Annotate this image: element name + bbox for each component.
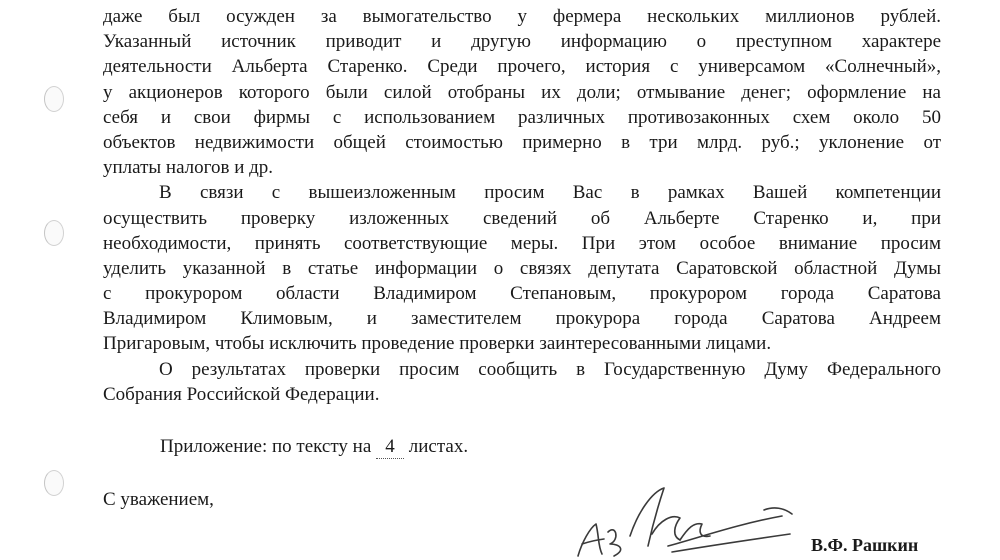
attachment-page-count: 4 [376,436,404,459]
text-line: даже был осужден за вымогательство у фермера нескольких миллионов рублей. [103,6,941,27]
text-line: осуществить проверку изложенных сведений об Альберте Старенко и, при [103,207,941,229]
text-line: О результатах проверки просим сообщить в Государственную Думу Федерального [159,358,941,380]
punch-hole [44,86,64,112]
text-line: Владимиром Климовым, и заместителем прокурора города Саратова Андреем [103,308,941,330]
punch-hole [44,220,64,246]
punch-hole [44,470,64,496]
text-line: Пригаровым, чтобы исключить проведение проверки заинтересованными лицами. [103,333,772,355]
text-line: деятельности Альберта Старенко. Среди прочего, история с универсамом «Солнечный», [103,56,941,78]
text-line: уплаты налогов и др. [103,157,274,179]
attachment-note [160,436,468,459]
text-line: с прокурором области Владимиром Степановым, прокурором города Саратова [103,283,941,305]
attachment-prefix: Приложение: по тексту на [160,436,372,457]
attachment-suffix: листах. [408,436,469,457]
text-line: необходимости, принять соответствующие меры. При этом особое внимание просим [103,232,941,254]
text-line: у акционеров которого были силой отобраны их доли; отмывание денег; оформление на [103,81,941,103]
text-line: Собрания Российской Федерации. [103,383,380,405]
closing-regards: С уважением, [103,489,214,510]
text-line: Указанный источник приводит и другую информацию о преступном характере [103,31,941,53]
handwritten-signature [568,484,798,560]
text-line: уделить указанной в статье информации о связях депутата Саратовской областной Думы [103,257,941,279]
letter-body [103,4,941,407]
signer-name: В.Ф. Рашкин [811,535,919,555]
text-line: объектов недвижимости общей стоимостью примерно в три млрд. руб.; уклонение от [103,131,941,153]
text-line: себя и свои фирмы с использованием различных противозаконных схем около 50 [103,106,941,128]
text-line: В связи с вышеизложенным просим Вас в рамках Вашей компетенции [159,182,941,204]
